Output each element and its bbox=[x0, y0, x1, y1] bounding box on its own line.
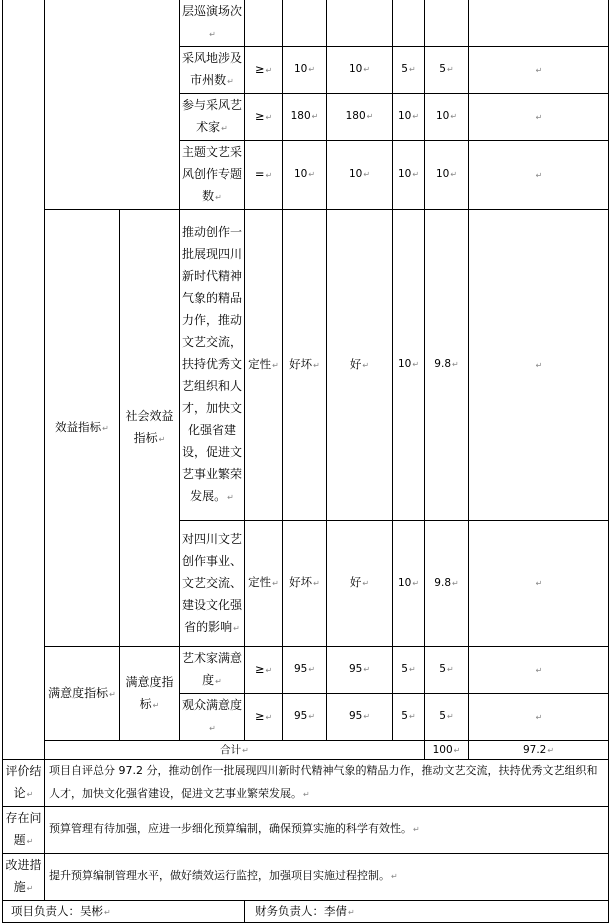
weight-score: 10↵ bbox=[393, 141, 425, 210]
remarks: ↵ bbox=[469, 694, 609, 741]
total-label: 合计↵ bbox=[45, 741, 425, 760]
operator: ≥↵ bbox=[245, 694, 283, 741]
blank-cell bbox=[245, 0, 283, 47]
actual-score: 5↵ bbox=[425, 647, 469, 694]
indicator-name: 层巡演场次↵ bbox=[180, 0, 245, 47]
actual-value: 好↵ bbox=[327, 521, 393, 647]
conclusion-label: 评价结论↵ bbox=[3, 760, 45, 807]
target-value: 95↵ bbox=[283, 647, 327, 694]
footer-row bbox=[3, 901, 609, 923]
total-score: 97.2↵ bbox=[469, 741, 609, 760]
problems-label: 存在问题↵ bbox=[3, 807, 45, 854]
actual-score: 5↵ bbox=[425, 694, 469, 741]
problems-text: 预算管理有待加强，应进一步细化预算编制，确保预算实施的科学有效性。↵ bbox=[45, 807, 609, 854]
remarks: ↵ bbox=[469, 210, 609, 521]
actual-score: 10↵ bbox=[425, 94, 469, 141]
weight-score: 10↵ bbox=[393, 521, 425, 647]
target-value: 10↵ bbox=[283, 141, 327, 210]
finance-lead: 财务负责人：李倩↵ bbox=[245, 901, 609, 923]
actual-score: 9.8↵ bbox=[425, 521, 469, 647]
blank-cell bbox=[393, 0, 425, 47]
conclusion-row bbox=[3, 760, 609, 807]
operator: ≥↵ bbox=[245, 647, 283, 694]
remarks: ↵ bbox=[469, 94, 609, 141]
project-lead: 项目负责人：吴彬↵ bbox=[3, 901, 245, 923]
actual-value: 10↵ bbox=[327, 47, 393, 94]
table-row bbox=[3, 647, 609, 694]
category-satisfaction: 满意度指标↵ bbox=[45, 647, 120, 741]
indicator-name: 艺术家满意度↵ bbox=[180, 647, 245, 694]
category-social-benefit: 社会效益指标↵ bbox=[120, 210, 180, 647]
actual-value: 180↵ bbox=[327, 94, 393, 141]
blank-cell bbox=[327, 0, 393, 47]
category-benefit: 效益指标↵ bbox=[45, 210, 120, 647]
operator: ≥↵ bbox=[245, 47, 283, 94]
blank-cell bbox=[425, 0, 469, 47]
blank-cell bbox=[3, 0, 45, 760]
weight-score: 5↵ bbox=[393, 47, 425, 94]
indicator-name: 采风地涉及市州数↵ bbox=[180, 47, 245, 94]
conclusion-text: 项目自评总分 97.2 分，推动创作一批展现四川新时代精神气象的精品力作，推动文艺交流，扶持优秀文艺组织和人才，加快文化强省建设，促进文艺事业繁荣发展。↵ bbox=[45, 760, 609, 807]
indicator-name: 主题文艺采风创作专题数↵ bbox=[180, 141, 245, 210]
operator: 定性↵ bbox=[245, 521, 283, 647]
operator: ≥↵ bbox=[245, 94, 283, 141]
target-value: 10↵ bbox=[283, 47, 327, 94]
remarks: ↵ bbox=[469, 647, 609, 694]
actual-score: 9.8↵ bbox=[425, 210, 469, 521]
operator: =↵ bbox=[245, 141, 283, 210]
blank-cell bbox=[469, 0, 609, 47]
weight-score: 5↵ bbox=[393, 694, 425, 741]
actual-value: 好↵ bbox=[327, 210, 393, 521]
weight-score: 5↵ bbox=[393, 647, 425, 694]
table-row bbox=[3, 210, 609, 521]
remarks: ↵ bbox=[469, 141, 609, 210]
total-row bbox=[3, 741, 609, 760]
total-weight: 100↵ bbox=[425, 741, 469, 760]
measures-label: 改进措施↵ bbox=[3, 854, 45, 901]
actual-score: 5↵ bbox=[425, 47, 469, 94]
measures-text: 提升预算编制管理水平，做好绩效运行监控，加强项目实施过程控制。↵ bbox=[45, 854, 609, 901]
operator: 定性↵ bbox=[245, 210, 283, 521]
actual-value: 95↵ bbox=[327, 647, 393, 694]
target-value: 好坏↵ bbox=[283, 521, 327, 647]
remarks: ↵ bbox=[469, 47, 609, 94]
category-satisfaction-sub: 满意度指标↵ bbox=[120, 647, 180, 741]
measures-row bbox=[3, 854, 609, 901]
weight-score: 10↵ bbox=[393, 210, 425, 521]
actual-value: 10↵ bbox=[327, 141, 393, 210]
indicator-name: 对四川文艺创作事业、文艺交流、建设文化强省的影响↵ bbox=[180, 521, 245, 647]
actual-score: 10↵ bbox=[425, 141, 469, 210]
weight-score: 10↵ bbox=[393, 94, 425, 141]
problems-row bbox=[3, 807, 609, 854]
target-value: 180↵ bbox=[283, 94, 327, 141]
blank-cell bbox=[45, 0, 180, 210]
indicator-name: 参与采风艺术家↵ bbox=[180, 94, 245, 141]
indicator-name: 观众满意度↵ bbox=[180, 694, 245, 741]
performance-table bbox=[2, 0, 609, 923]
blank-cell bbox=[283, 0, 327, 47]
indicator-name: 推动创作一批展现四川新时代精神气象的精品力作，推动文艺交流，扶持优秀文艺组织和人才，加快文化强省建设，促进文艺事业繁荣发展。↵ bbox=[180, 210, 245, 521]
table-row bbox=[3, 0, 609, 47]
target-value: 95↵ bbox=[283, 694, 327, 741]
actual-value: 95↵ bbox=[327, 694, 393, 741]
target-value: 好坏↵ bbox=[283, 210, 327, 521]
remarks: ↵ bbox=[469, 521, 609, 647]
